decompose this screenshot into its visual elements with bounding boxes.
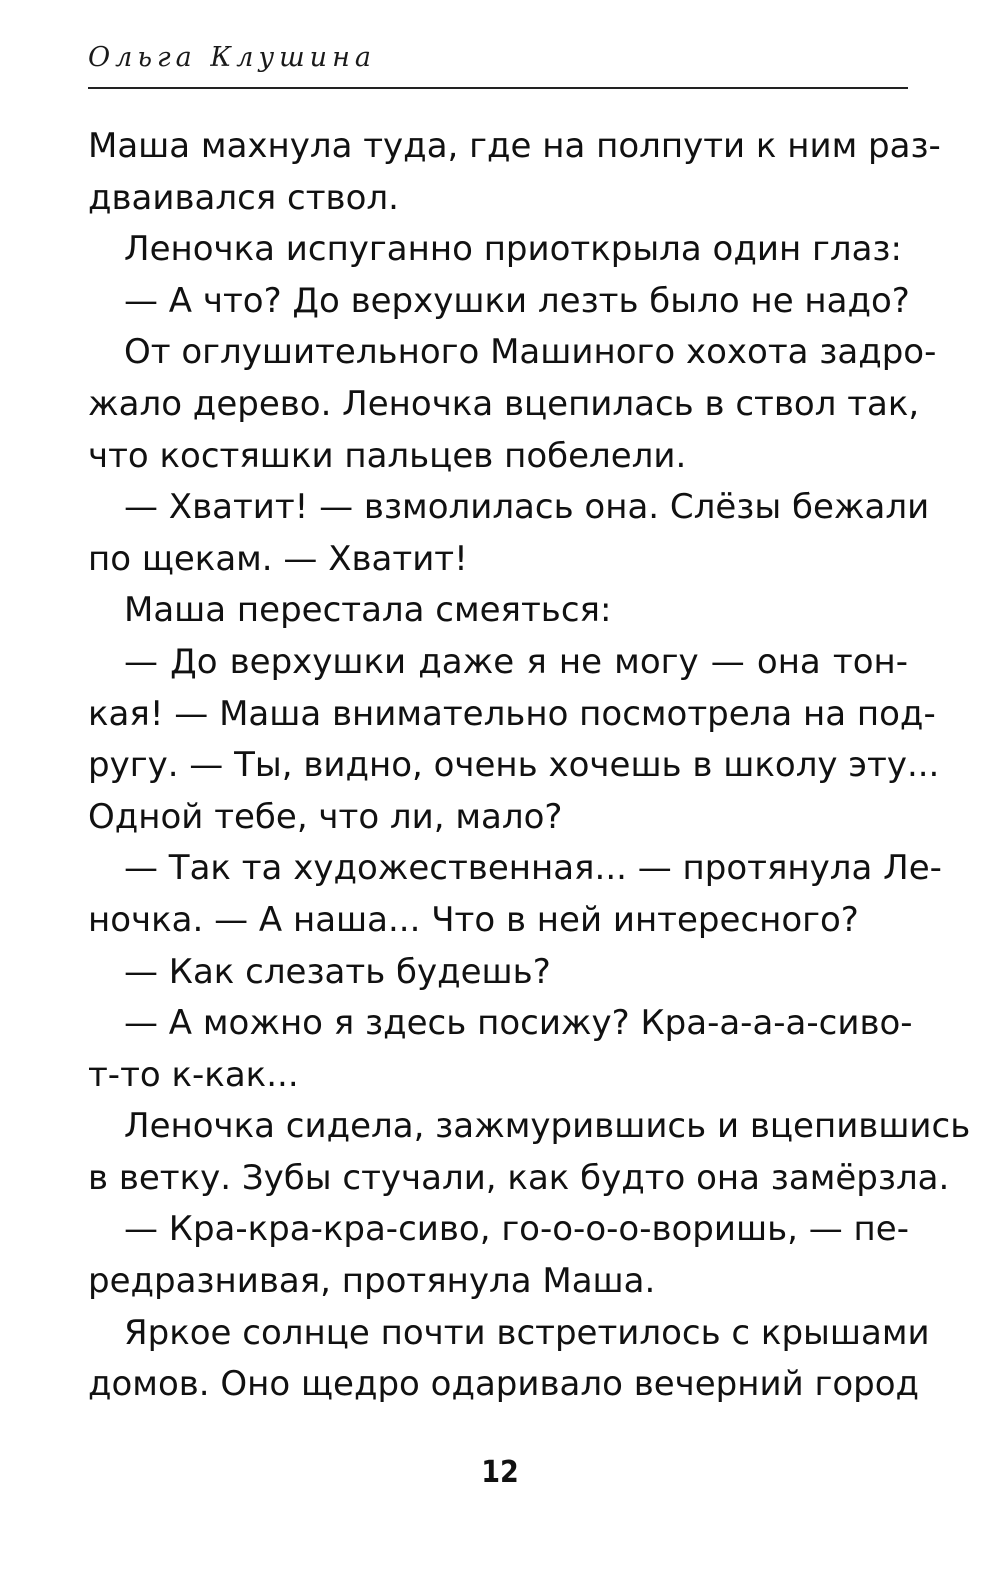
text-line: От оглушительного Машиного хохота задро- xyxy=(124,332,937,373)
text-line: — Как слезать будешь? xyxy=(124,951,551,992)
text-line: Маша махнула туда, где на полпути к ним раз- xyxy=(88,126,941,166)
text-line: Яркое солнце почти встретилось с крышами xyxy=(124,1312,930,1353)
text-line: — А что? До верхушки лезть было не надо? xyxy=(124,280,910,321)
text-line: жало дерево. Леночка вцепилась в ствол так, xyxy=(88,383,920,424)
text-line: Маша перестала смеяться: xyxy=(124,590,612,631)
text-line: Леночка испуганно приоткрыла один глаз: xyxy=(124,229,902,270)
page-number: 12 xyxy=(481,1455,519,1490)
page-body xyxy=(88,121,971,1411)
text-line: в ветку. Зубы стучали, как будто она замёрзла. xyxy=(88,1157,950,1198)
text-line: редразнивая, протянула Маша. xyxy=(88,1261,656,1302)
text-line: дваивался ствол. xyxy=(88,177,399,218)
text-line: — А можно я здесь посижу? Кра-а-а-а-сиво- xyxy=(124,1003,913,1044)
text-line: ругу. — Ты, видно, очень хочешь в школу эту... xyxy=(88,745,940,786)
text-line: — Так та художественная... — протянула Ле- xyxy=(124,848,942,889)
author-name: Ольга Клушина xyxy=(88,42,376,73)
text-line: по щекам. — Хватит! xyxy=(88,538,468,579)
text-line: — Кра-кра-кра-сиво, го-о-о-о-воришь, — пе- xyxy=(124,1209,909,1250)
text-line: домов. Оно щедро одаривало вечерний город xyxy=(88,1364,920,1405)
header-rule xyxy=(88,87,908,89)
text-line: — До верхушки даже я не могу — она тон- xyxy=(124,641,908,682)
running-header xyxy=(88,32,908,92)
text-line: — Хватит! — взмолилась она. Слёзы бежали xyxy=(124,487,930,528)
text-line: кая! — Маша внимательно посмотрела на под- xyxy=(88,693,936,734)
text-line: ночка. — А наша... Что в ней интересного? xyxy=(88,899,859,940)
text-line: Одной тебе, что ли, мало? xyxy=(88,796,563,837)
text-line: Леночка сидела, зажмурившись и вцепившись xyxy=(124,1106,971,1147)
text-line: что костяшки пальцев побелели. xyxy=(88,435,687,476)
text-line: т-то к-как... xyxy=(88,1054,299,1095)
